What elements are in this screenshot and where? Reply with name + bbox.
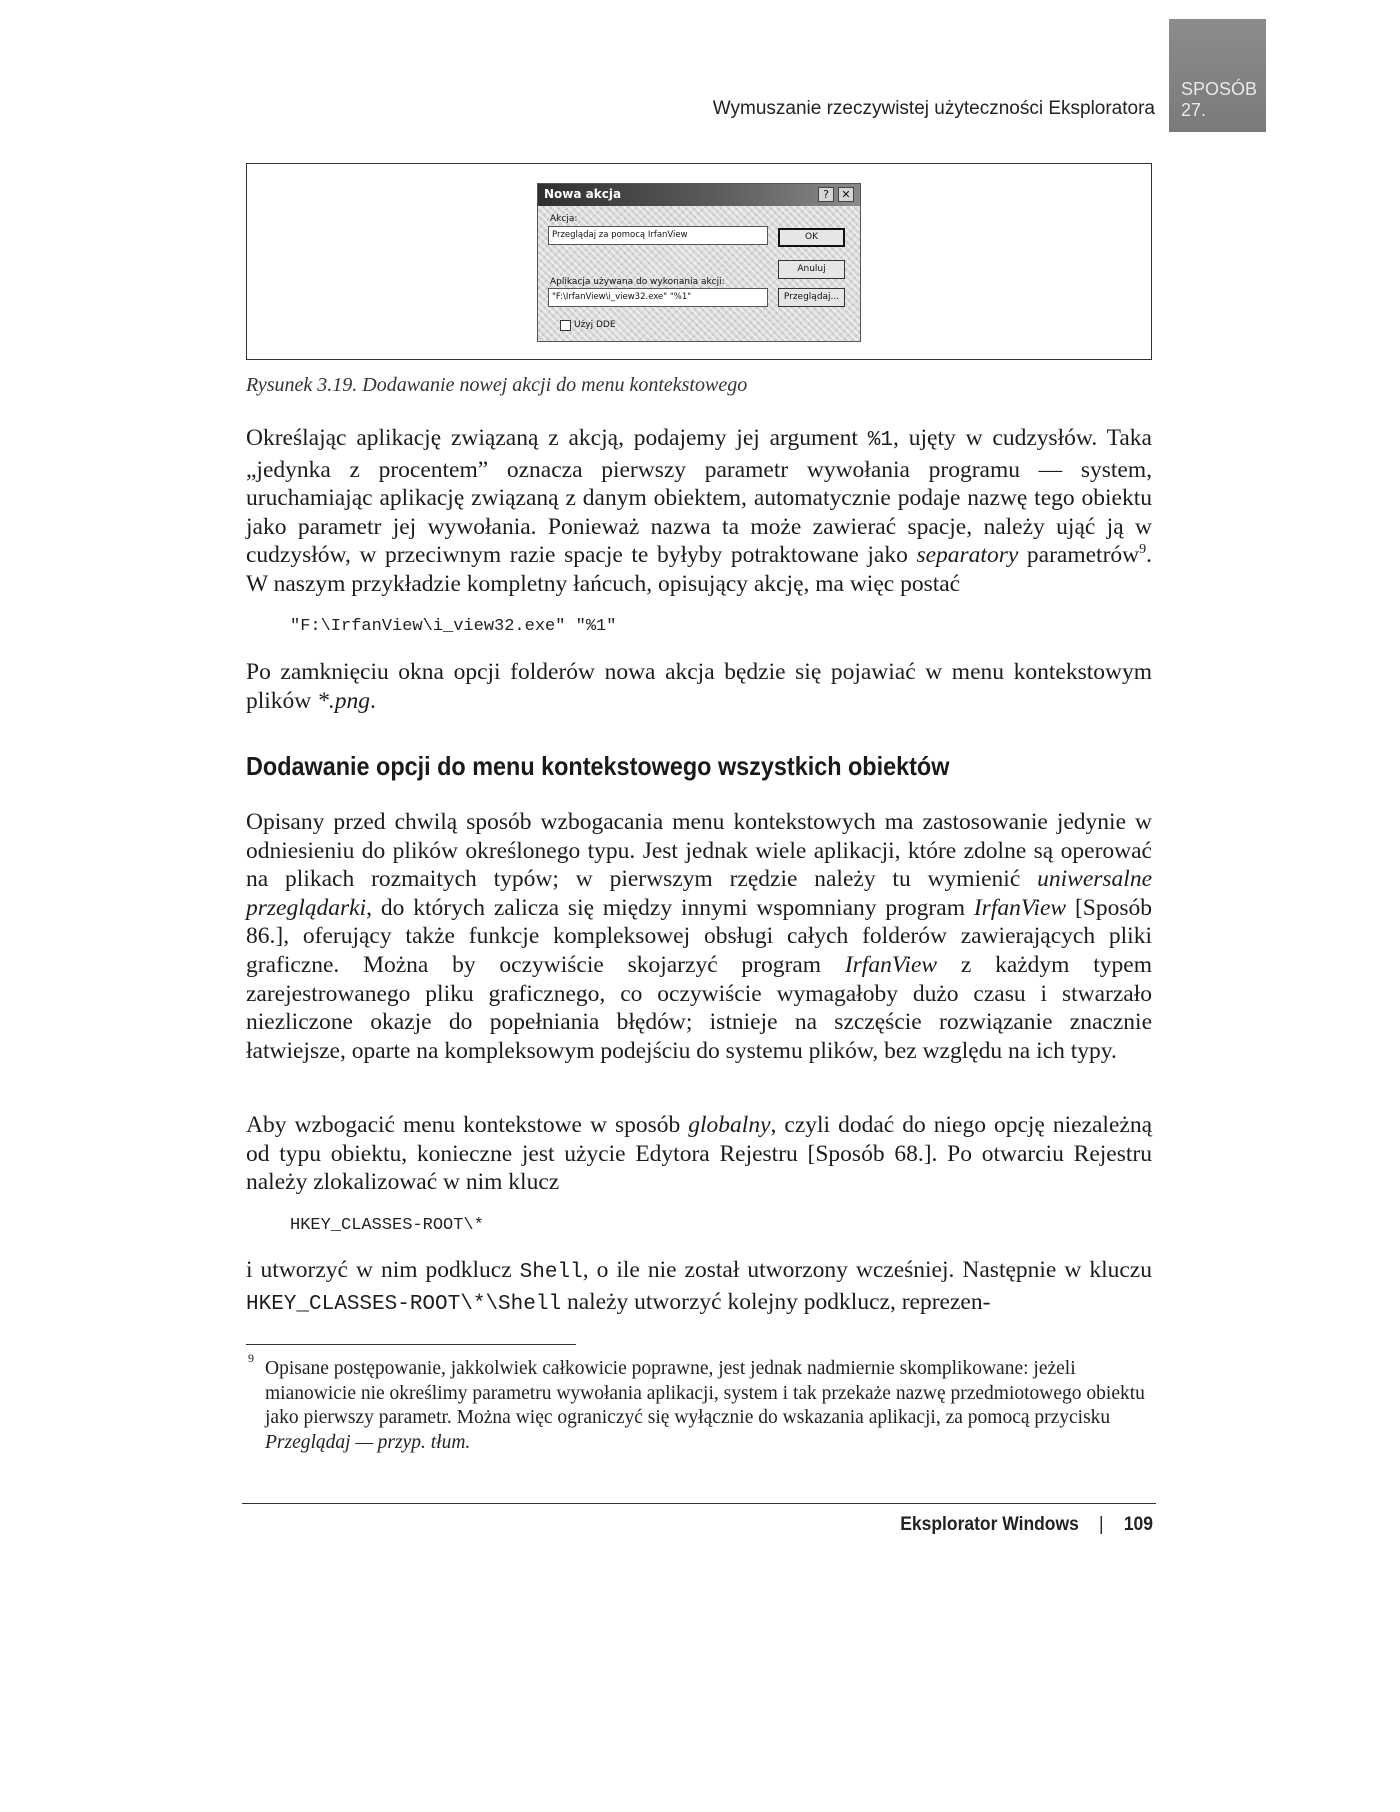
paragraph-4: Aby wzbogacić menu kontekstowe w sposób globalny, czyli dodać do niego opcję niezależną od typu obiektu, konieczne jest użycie Edytora Rejestru [Sposób 68.]. Po otwarciu Rejestru należy zlokalizować w nim klucz <box>246 1112 1152 1196</box>
paragraph-5: i utworzyć w nim podklucz Shell, o ile nie został utworzony wcześniej. Następnie w kluczu HKEY_CLASSES-ROOT\*\Shell należy utworzyć kolejny podklucz, reprezen- <box>246 1257 1152 1316</box>
tab-number: 27. <box>1181 100 1207 120</box>
action-field[interactable]: Przeglądaj za pomocą IrfanView <box>548 226 768 245</box>
dialog-title: Nowa akcja <box>544 187 622 201</box>
new-action-dialog <box>537 183 861 342</box>
footer-section: Eksplorator Windows <box>900 1514 1079 1535</box>
figure-caption: Rysunek 3.19. Dodawanie nowej akcji do menu kontekstowego <box>246 374 748 396</box>
action-label: Akcja: <box>550 214 578 224</box>
close-icon[interactable]: ✕ <box>838 187 854 202</box>
footer-rule <box>242 1503 1156 1504</box>
app-field[interactable]: "F:\IrfanView\i_view32.exe" "%1" <box>548 288 768 307</box>
inline-code: %1 <box>867 429 894 452</box>
code-line-2: HKEY_CLASSES-ROOT\* <box>290 1216 484 1235</box>
paragraph-3: Opisany przed chwilą sposób wzbogacania menu kontekstowych ma zastosowanie jedynie w odniesieniu do plików określonego typu. Jest jednak wiele aplikacji, które zdolne są operować na plikach rozmaitych typów; w pierwszym rzędzie należy tu wymienić uniwersalne przeglądarki, do których zalicza się między innymi wspomniany program IrfanView [Sposób 86.], oferujący także funkcje kompleksowej obsługi całych folderów zawierających pliki graficzne. Można by oczywiście skojarzyć program IrfanView z każdym typem zarejestrowanego pliku graficznego, co oczywiście wymagałoby dużo czasu i stwarzało niezliczone okazje do popełniania błędów; istnieje na szczęście rozwiązanie znacznie łatwiejsze, oparte na kompleksowym podejściu do systemu plików, bez względu na ich typy. <box>246 809 1152 1064</box>
footnote-ref: 9 <box>1139 542 1147 558</box>
footnote-text: Opisane postępowanie, jakkolwiek całkowicie poprawne, jest jednak nadmiernie skomplikowane: jeżeli mianowicie nie określimy parametru wywołania aplikacji, system i tak przekaże nazwę przedmiotowego obiektu jako pierwszy parametr. Można więc ograniczyć się wyłącznie do wskazania aplikacji, za pomocą przycisku Przeglądaj — przyp. tłum. <box>265 1358 1145 1453</box>
footer-separator: | <box>1099 1514 1104 1535</box>
page-number: 109 <box>1123 1514 1153 1535</box>
app-label: Aplikacja używana do wykonania akcji: <box>550 277 725 287</box>
dialog-titlebar <box>538 184 860 206</box>
tab-label: SPOSÓB <box>1181 79 1258 99</box>
chapter-tab <box>1169 19 1266 132</box>
page-footer <box>644 1514 1153 1536</box>
cancel-button[interactable]: Anuluj <box>778 260 845 279</box>
use-dde-label: Użyj DDE <box>574 320 616 330</box>
section-heading: Dodawanie opcji do menu kontekstowego wszystkich obiektów <box>246 751 950 781</box>
footnote-rule <box>246 1344 576 1345</box>
paragraph-2: Po zamknięciu okna opcji folderów nowa akcja będzie się pojawiać w menu kontekstowym plików *.png. <box>246 659 1152 714</box>
ok-button[interactable]: OK <box>778 228 845 247</box>
paragraph-1: Określając aplikację związaną z akcją, podajemy jej argument %1, ujęty w cudzysłów. Taka „jedynka z procentem” oznacza pierwszy parametr wywołania programu — system, uruchamiając aplikację związaną z danym obiektem, automatycznie podaje nazwę tego obiektu jako parametr jej wywołania. Ponieważ nazwa ta może zawierać spacje, należy ująć ją w cudzysłów, w przeciwnym razie spacje te byłyby potraktowane jako separatory parametrów$^9$. W naszym przykładzie kompletny łańcuch, opisujący akcję, ma więc postać <box>246 425 1152 597</box>
help-icon[interactable]: ? <box>818 187 834 202</box>
running-header: Wymuszanie rzeczywistej użyteczności Eksploratora <box>712 98 1155 119</box>
use-dde-checkbox[interactable] <box>560 320 571 331</box>
browse-button[interactable]: Przeglądaj... <box>778 288 845 307</box>
code-line-1: "F:\IrfanView\i_view32.exe" "%1" <box>290 617 617 636</box>
